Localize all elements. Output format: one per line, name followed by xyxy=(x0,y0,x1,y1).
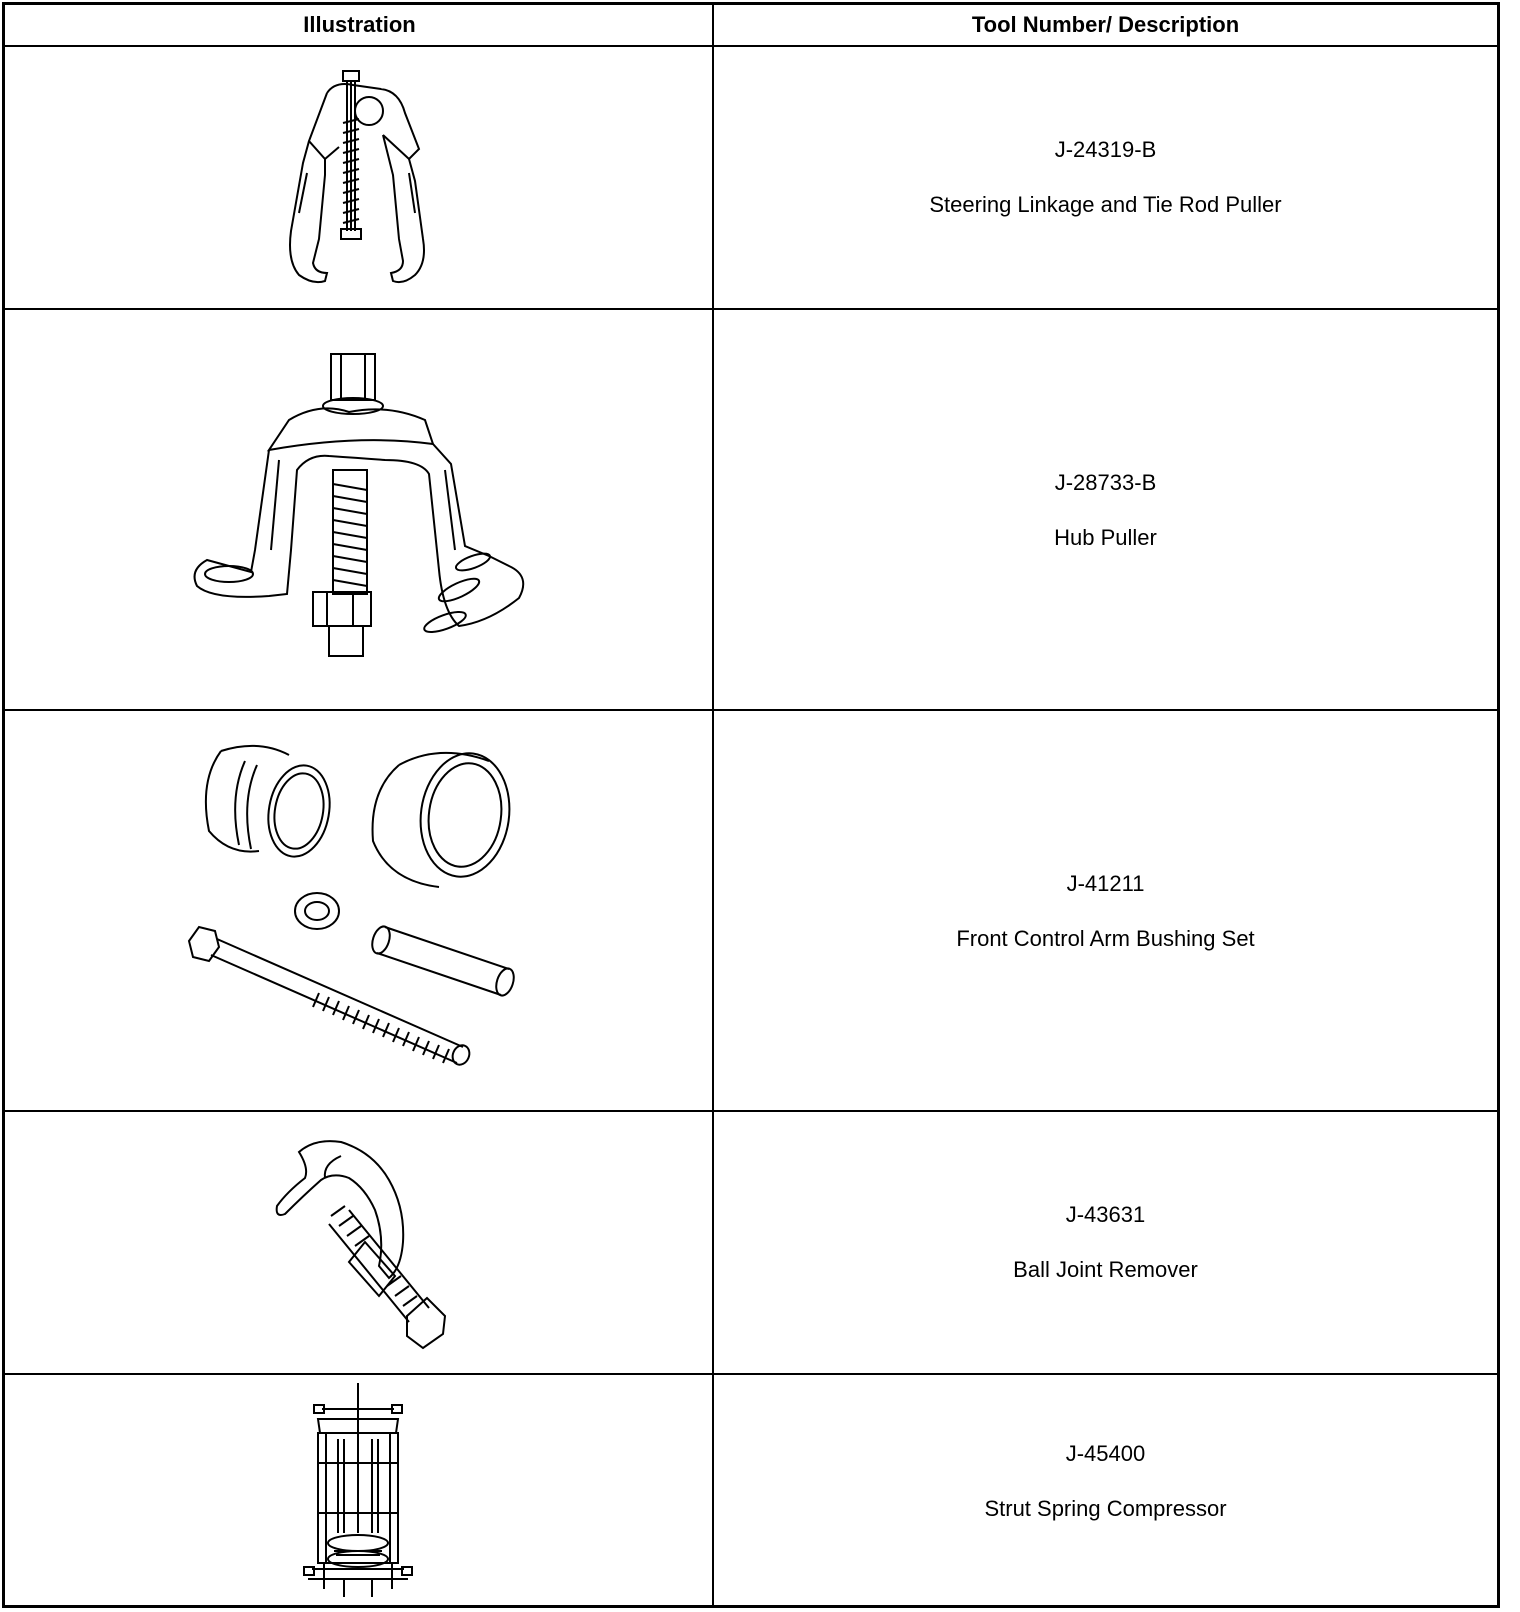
description-cell xyxy=(714,1112,1497,1373)
tool-description: Strut Spring Compressor xyxy=(984,1496,1227,1521)
ball-joint-remover-icon xyxy=(269,1138,449,1348)
header-illustration: Illustration xyxy=(303,12,416,37)
tool-description: Front Control Arm Bushing Set xyxy=(956,926,1255,951)
description-cell xyxy=(714,47,1497,308)
illustration-cell xyxy=(5,711,712,1110)
tool-number: J-45400 xyxy=(1065,1441,1146,1466)
tool-number: J-43631 xyxy=(1065,1202,1146,1227)
table-header xyxy=(5,5,1497,47)
table-row xyxy=(5,1112,1497,1375)
tool-description: Hub Puller xyxy=(1054,525,1157,550)
tools-table xyxy=(2,2,1500,1608)
tool-number: J-24319-B xyxy=(1054,137,1157,162)
tool-description: Ball Joint Remover xyxy=(1013,1257,1198,1282)
description-cell xyxy=(714,711,1497,1110)
tool-number: J-41211 xyxy=(1066,871,1145,896)
strut-spring-compressor-icon xyxy=(304,1383,414,1603)
tool-number: J-28733-B xyxy=(1054,470,1157,495)
illustration-cell xyxy=(5,1112,712,1373)
bushing-set-icon xyxy=(189,741,529,1081)
table-row xyxy=(5,711,1497,1112)
tie-rod-puller-icon xyxy=(269,63,449,293)
header-tool-description: Tool Number/ Description xyxy=(971,12,1240,37)
illustration-cell xyxy=(5,1375,712,1611)
description-cell xyxy=(714,1375,1497,1611)
table-row xyxy=(5,1375,1497,1611)
hub-puller-icon xyxy=(189,350,529,670)
description-cell xyxy=(714,310,1497,709)
illustration-cell xyxy=(5,47,712,308)
table-row xyxy=(5,47,1497,310)
tool-description: Steering Linkage and Tie Rod Puller xyxy=(929,192,1282,217)
table-row xyxy=(5,310,1497,711)
illustration-cell xyxy=(5,310,712,709)
